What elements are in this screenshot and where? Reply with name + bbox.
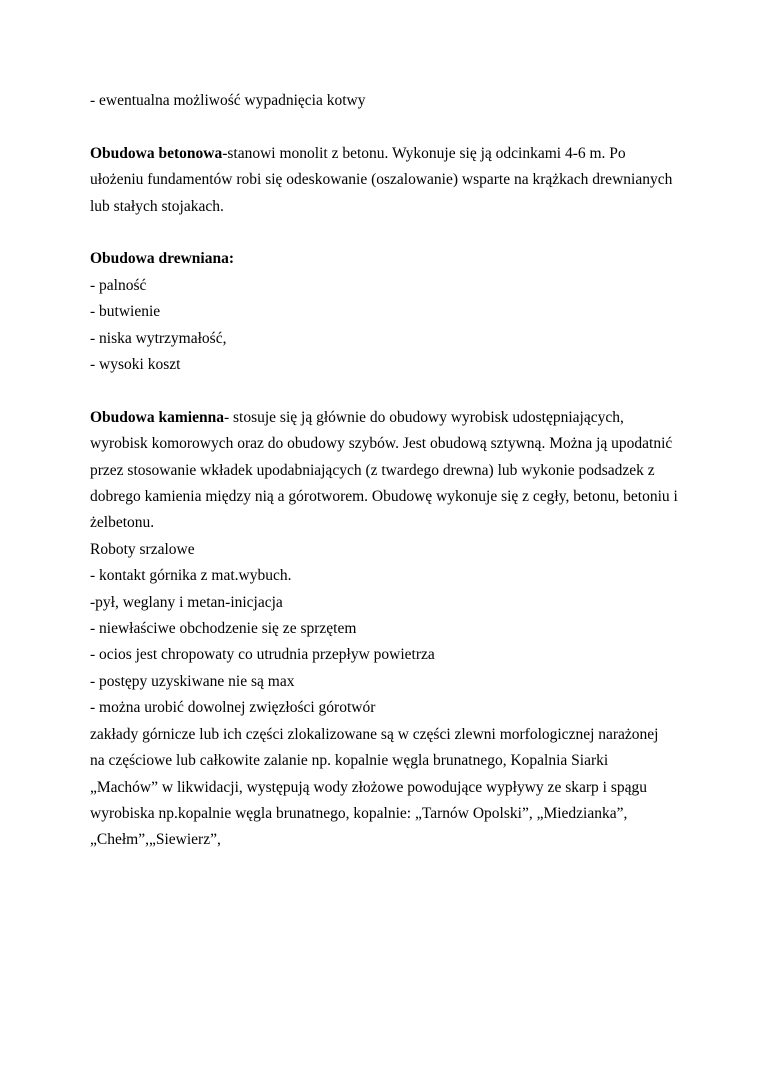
- stone-lining-paragraph: [90, 405, 680, 537]
- spacer: [90, 114, 680, 140]
- blasting-item: - ocios jest chropowaty co utrudnia przepływ powietrza: [90, 646, 435, 664]
- flooding-paragraph: [90, 722, 680, 854]
- stone-line-5: żelbetonu.: [90, 514, 155, 532]
- flooding-line-1: zakłady górnicze lub ich części zlokalizowane są w części zlewni morfologicznej narażonej: [90, 725, 659, 743]
- concrete-heading: Obudowa betonowa: [90, 144, 223, 162]
- blasting-item: - kontakt górnika z mat.wybuch.: [90, 567, 292, 585]
- concrete-line-3: lub stałych stojakach.: [90, 197, 224, 215]
- blasting-section: [90, 537, 680, 722]
- blasting-item: - postępy uzyskiwane nie są max: [90, 672, 295, 690]
- blasting-item: - niewłaściwe obchodzenie się ze sprzętem: [90, 620, 357, 638]
- stone-line-1: [90, 405, 680, 431]
- concrete-line-2: ułożeniu fundamentów robi się odeskowanie (oszalowanie) wsparte na krążkach drewnianych: [90, 171, 673, 189]
- concrete-lining-paragraph: [90, 141, 680, 220]
- concrete-line-1: [90, 141, 680, 167]
- flooding-line-3: „Machów” w likwidacji, występują wody złożowe powodujące wypływy ze skarp i spągu: [90, 778, 647, 796]
- stone-line-3: przez stosowanie wkładek upodabniających (z twardego drewna) lub wykonie podsadzek z: [90, 461, 655, 479]
- stone-line-2: wyrobisk komorowych oraz do obudowy szybów. Jest obudową sztywną. Można ją upodatnić: [90, 435, 673, 453]
- spacer: [90, 220, 680, 246]
- wooden-lining-section: [90, 246, 680, 378]
- flooding-line-4: wyrobiska np.kopalnie węgla brunatnego, kopalnie: „Tarnów Opolski”, „Miedzianka”,: [90, 804, 628, 822]
- document-page: [90, 88, 680, 854]
- wooden-item: - palność: [90, 276, 147, 294]
- wooden-item: - niska wytrzymałość,: [90, 329, 227, 347]
- wooden-heading-text: Obudowa drewniana:: [90, 250, 234, 268]
- stone-text-1: - stosuje się ją głównie do obudowy wyrobisk udostępniających,: [223, 408, 624, 426]
- concrete-text-1: -stanowi monolit z betonu. Wykonuje się ją odcinkami 4-6 m. Po: [222, 144, 626, 162]
- flooding-line-5: „Chełm”,„Siewierz”,: [90, 831, 221, 849]
- wooden-heading: [90, 246, 680, 272]
- blasting-item: - można urobić dowolnej zwięzłości górotwór: [90, 699, 376, 717]
- intro-line: - ewentualna możliwość wypadnięcia kotwy: [90, 92, 366, 109]
- blasting-title: Roboty srzalowe: [90, 540, 195, 558]
- wooden-item: - wysoki koszt: [90, 356, 181, 374]
- stone-line-4: dobrego kamienia między nią a górotworem. Obudowę wykonuje się z cegły, betonu, betoniu i: [90, 488, 678, 506]
- stone-heading: Obudowa kamienna: [90, 408, 224, 426]
- flooding-line-2: na częściowe lub całkowite zalanie np. kopalnie węgla brunatnego, Kopalnia Siarki: [90, 752, 609, 770]
- wooden-item: - butwienie: [90, 303, 161, 321]
- blasting-item: -pył, weglany i metan-inicjacja: [90, 593, 283, 611]
- spacer: [90, 378, 680, 404]
